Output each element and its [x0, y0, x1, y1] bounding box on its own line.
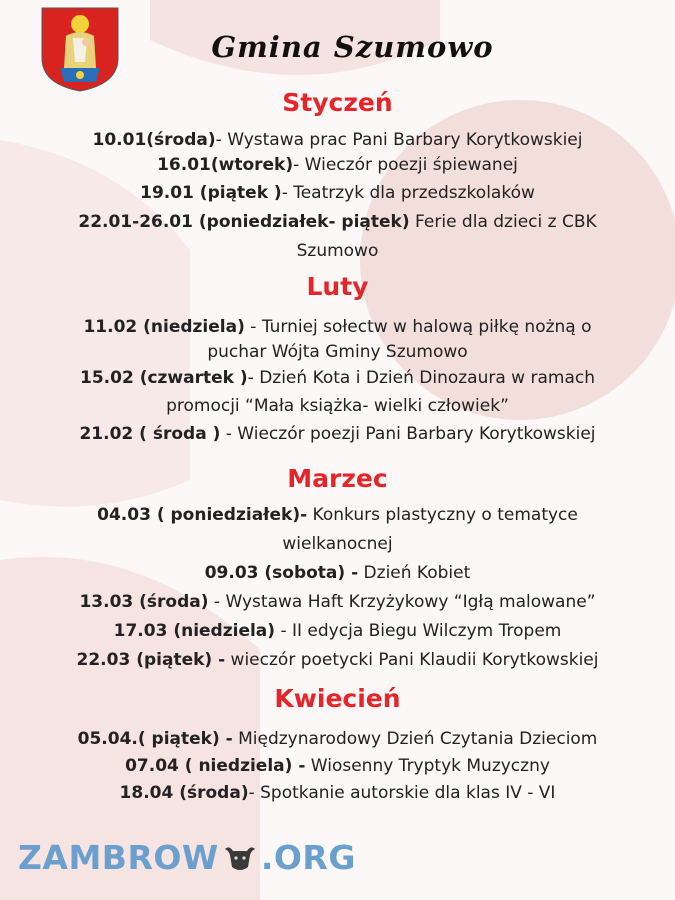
- event-date: 13.03 (środa): [79, 592, 209, 612]
- event-text: wieczór poetycki Pani Klaudii Korytkowskiej: [225, 650, 599, 670]
- event-date: 17.03 (niedziela): [113, 621, 276, 641]
- event-continuation: wielkanocnej: [282, 534, 393, 554]
- event-line: [20, 563, 655, 584]
- site-watermark: [18, 838, 356, 877]
- event-date: 05.04.( piątek) -: [77, 729, 233, 749]
- event-line: [20, 130, 655, 151]
- event-line: [20, 317, 655, 338]
- event-date: 04.03 ( poniedziałek)-: [97, 505, 308, 525]
- month-heading-april: Kwiecień: [274, 684, 401, 713]
- event-line: [20, 592, 655, 613]
- event-continuation: promocji “Mała książka- wielki człowiek”: [166, 396, 509, 416]
- event-text: Konkurs plastyczny o tematyce: [307, 505, 578, 525]
- event-date: 11.02 (niedziela): [83, 317, 245, 337]
- event-text: - Wieczór poezji śpiewanej: [293, 155, 518, 175]
- event-line: [20, 783, 655, 804]
- month-heading-february: Luty: [306, 272, 369, 301]
- event-continuation: Szumowo: [296, 241, 379, 261]
- event-text: - II edycja Biegu Wilczym Tropem: [275, 621, 562, 641]
- event-line: [20, 155, 655, 176]
- event-text: Ferie dla dzieci z CBK: [409, 212, 597, 232]
- bison-icon: [221, 843, 259, 873]
- event-date: 16.01(wtorek): [157, 155, 294, 175]
- event-continuation: puchar Wójta Gminy Szumowo: [207, 342, 468, 362]
- month-heading-january: Styczeń: [282, 88, 393, 117]
- event-line: [20, 650, 655, 671]
- event-line: [20, 505, 655, 526]
- event-text: - Dzień Kota i Dzień Dinozaura w ramach: [247, 368, 595, 388]
- event-date: 22.03 (piątek) -: [76, 650, 226, 670]
- event-line: [20, 621, 655, 642]
- event-date: 21.02 ( środa ): [79, 424, 221, 444]
- event-date: 19.01 (piątek ): [140, 183, 282, 203]
- event-line: [20, 212, 655, 233]
- event-text: Wiosenny Tryptyk Muzyczny: [305, 756, 550, 776]
- event-date: 09.03 (sobota) -: [204, 563, 359, 583]
- event-line: [20, 756, 655, 777]
- event-date: 22.01-26.01 (poniedziałek- piątek): [78, 212, 410, 232]
- event-date: 10.01(środa): [92, 130, 216, 150]
- page-title: Gmina Szumowo: [211, 30, 494, 64]
- event-text: Międzynarodowy Dzień Czytania Dzieciom: [232, 729, 598, 749]
- event-text: - Wystawa prac Pani Barbary Korytkowskiej: [215, 130, 583, 150]
- event-date: 18.04 (środa): [119, 783, 249, 803]
- event-line: [20, 729, 655, 750]
- event-text: - Wystawa Haft Krzyżykowy “Igłą malowane”: [208, 592, 596, 612]
- event-text: Dzień Kobiet: [358, 563, 471, 583]
- event-text: - Spotkanie autorskie dla klas IV - VI: [248, 783, 556, 803]
- month-heading-march: Marzec: [287, 464, 388, 493]
- event-text: - Teatrzyk dla przedszkolaków: [281, 183, 535, 203]
- event-date: 15.02 (czwartek ): [80, 368, 248, 388]
- watermark-right: .ORG: [260, 838, 356, 877]
- event-line: [20, 368, 655, 389]
- event-text: - Turniej sołectw w halową piłkę nożną o: [244, 317, 592, 337]
- event-text: - Wieczór poezji Pani Barbary Korytkowskiej: [220, 424, 596, 444]
- event-date: 07.04 ( niedziela) -: [125, 756, 306, 776]
- event-line: [20, 183, 655, 204]
- event-line: [20, 424, 655, 445]
- watermark-left: ZAMBROW: [18, 838, 219, 877]
